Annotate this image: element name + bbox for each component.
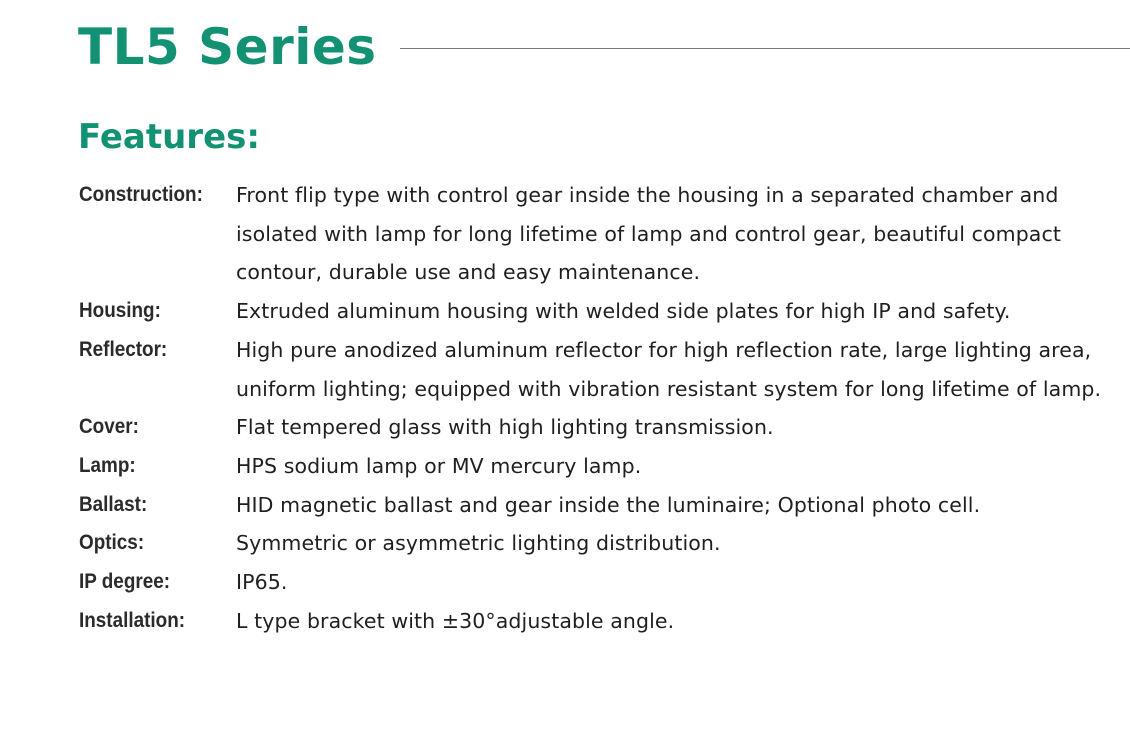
feature-label-optics: Optics: — [79, 531, 145, 555]
feature-label-reflector: Reflector: — [79, 337, 168, 361]
feature-row-reflector — [79, 331, 1119, 408]
feature-value-ip-degree: IP65. — [236, 570, 288, 595]
feature-label-ip-degree: IP degree: — [79, 570, 171, 594]
feature-value-housing: Extruded aluminum housing with welded side plates for high IP and safety. — [236, 299, 1011, 324]
feature-row-installation — [79, 602, 1119, 641]
title-divider — [400, 48, 1130, 49]
feature-label-installation: Installation: — [79, 608, 186, 632]
feature-row-lamp — [79, 447, 1119, 486]
page-header — [78, 14, 1130, 84]
feature-label-lamp: Lamp: — [79, 453, 136, 477]
feature-label-cover: Cover: — [79, 415, 139, 439]
feature-label-ballast: Ballast: — [79, 492, 148, 516]
features-list — [79, 176, 1119, 640]
feature-row-ip-degree — [79, 563, 1119, 602]
feature-value-reflector: High pure anodized aluminum reflector for high reflection rate, large lighting area, uniform lighting; equipped with vibration resistant system for long lifetime of lamp. — [236, 337, 1102, 401]
feature-row-construction — [79, 176, 1119, 292]
feature-label-construction: Construction: — [79, 183, 203, 206]
feature-value-installation: L type bracket with ±30°adjustable angle. — [236, 608, 675, 633]
feature-label-housing: Housing: — [79, 299, 161, 323]
feature-row-cover — [79, 408, 1119, 447]
feature-value-optics: Symmetric or asymmetric lighting distribution. — [236, 531, 721, 556]
feature-value-lamp: HPS sodium lamp or MV mercury lamp. — [236, 453, 642, 478]
feature-row-housing — [79, 292, 1119, 331]
feature-row-ballast — [79, 486, 1119, 525]
feature-row-optics — [79, 524, 1119, 563]
page-title: TL5 Series — [78, 18, 377, 76]
feature-value-ballast: HID magnetic ballast and gear inside the luminaire; Optional photo cell. — [236, 492, 981, 517]
features-heading: Features: — [78, 117, 260, 157]
feature-value-construction: Front flip type with control gear inside the housing in a separated chamber and isolated with lamp for long lifetime of lamp and control gear, beautiful compact contour, durable use and easy maintenance. — [236, 183, 1061, 285]
feature-value-cover: Flat tempered glass with high lighting transmission. — [236, 415, 774, 440]
